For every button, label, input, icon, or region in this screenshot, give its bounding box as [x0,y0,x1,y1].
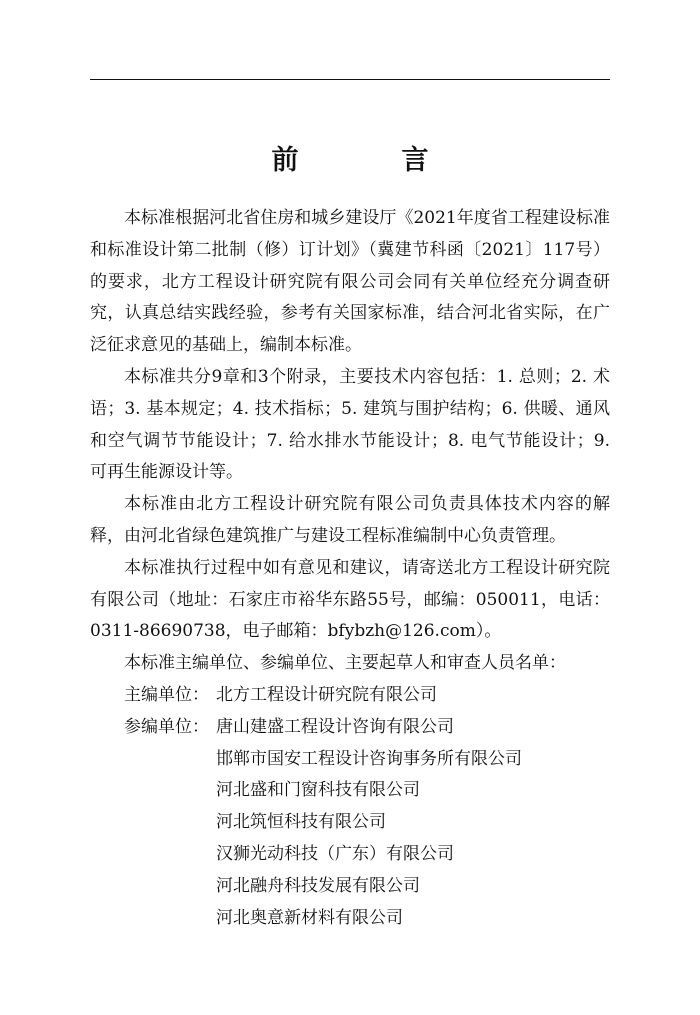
participating-unit-name: 邯郸市国安工程设计咨询事务所有限公司 [216,748,522,769]
participating-unit-row [90,903,610,935]
participating-unit-row [90,871,610,903]
list-label-spacer [90,871,216,903]
chief-unit-row [90,680,610,712]
participating-unit-label: 参编单位： [124,716,209,737]
preface-body [90,203,610,934]
chief-unit-name: 北方工程设计研究院有限公司 [216,684,437,705]
participating-unit-row [90,807,610,839]
participating-unit-name: 河北筑恒科技有限公司 [216,812,386,833]
list-label-spacer [90,744,216,776]
participating-unit-name: 河北奥意新材料有限公司 [216,907,403,928]
list-label-spacer [90,807,216,839]
page-title: 前 言 [271,145,467,176]
participating-unit-name: 汉狮光动科技（广东）有限公司 [216,843,454,864]
paragraph-units-intro: 本标准主编单位、参编单位、主要起草人和审查人员名单： [124,653,566,674]
participating-unit-name: 唐山建盛工程设计咨询有限公司 [216,716,454,737]
list-label-spacer [90,839,216,871]
participating-unit-row [90,712,610,744]
participating-unit-name: 河北盛和门窗科技有限公司 [216,780,420,801]
header-rule [90,79,610,80]
participating-unit-row [90,775,610,807]
list-label-spacer [90,903,216,935]
participating-unit-row [90,839,610,871]
list-label-spacer [90,775,216,807]
paragraph-interpretation: 本标准由北方工程设计研究院有限公司负责具体技术内容的解释，由河北省绿色建筑推广与建设工程标准编制中心负责管理。 [90,494,610,546]
paragraph-basis: 本标准根据河北省住房和城乡建设厅《2021年度省工程建设标准和标准设计第二批制（修）订计划》（冀建节科函〔2021〕117号）的要求，北方工程设计研究院有限公司会同有关单位经充分调查研究，认真总结实践经验，参考有关国家标准，结合河北省实际，在广泛征求意见的基础上，编制本标准。 [90,208,610,356]
participating-unit-name: 河北融舟科技发展有限公司 [216,875,420,896]
chief-unit-label: 主编单位： [124,684,209,705]
participating-unit-row [90,744,610,776]
paragraph-contents: 本标准共分9章和3个附录，主要技术内容包括：1. 总则；2. 术语；3. 基本规定；4. 技术指标；5. 建筑与围护结构；6. 供暖、通风和空气调节节能设计；7. 给水排水节能设计；8. 电气节能设计；9. 可再生能源设计等。 [90,366,610,483]
paragraph-feedback: 本标准执行过程中如有意见和建议，请寄送北方工程设计研究院有限公司（地址：石家庄市裕华东路55号，邮编：050011，电话：0311-86690738，电子邮箱：bfybzh@126.com）。 [90,557,610,642]
